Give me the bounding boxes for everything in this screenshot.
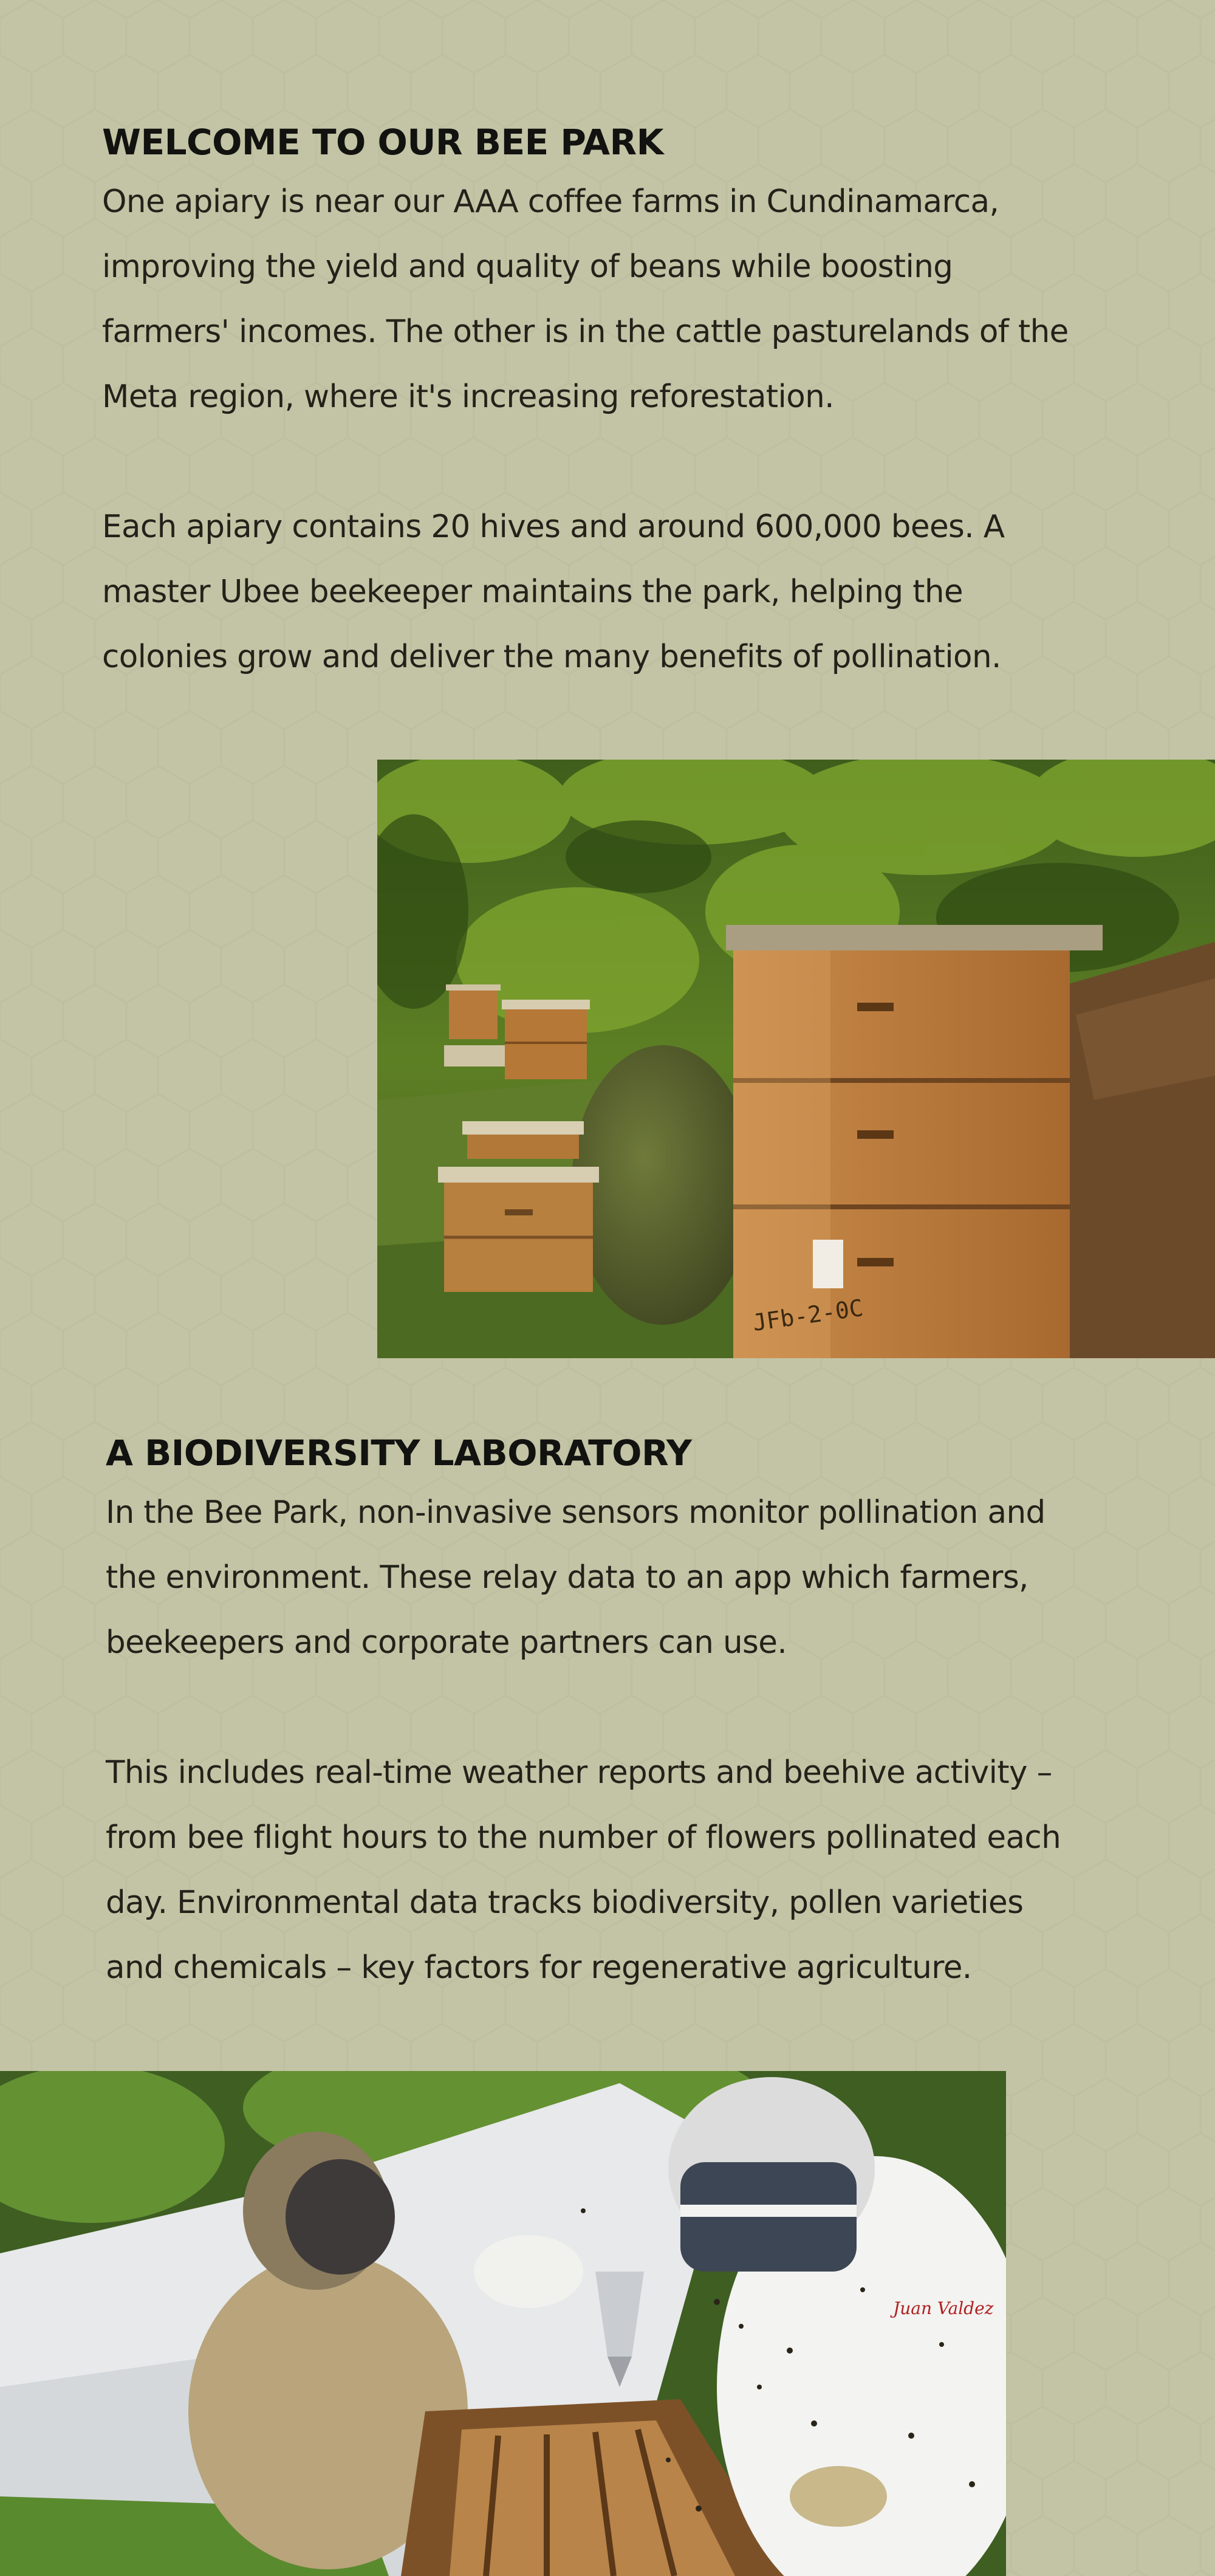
text-line: beekeepers and corporate partners can use. bbox=[106, 1624, 787, 1661]
text-line: Each apiary contains 20 hives and around 600,000 bees. A bbox=[102, 509, 1005, 545]
biodiversity-paragraph-1 bbox=[106, 1480, 1138, 1675]
text-line: One apiary is near our AAA coffee farms in Cundinamarca, bbox=[102, 184, 999, 220]
text-line: day. Environmental data tracks biodiversity, pollen varieties bbox=[106, 1884, 1024, 1921]
biodiversity-paragraph-2 bbox=[106, 1740, 1138, 2001]
welcome-heading: WELCOME TO OUR BEE PARK bbox=[102, 122, 664, 163]
text-line: Meta region, where it's increasing reforestation. bbox=[102, 379, 834, 415]
biodiversity-section bbox=[106, 1429, 1138, 2001]
suit-logo: Juan Valdez bbox=[893, 2298, 994, 2318]
text-line: improving the yield and quality of beans while boosting bbox=[102, 249, 953, 285]
hive-label: JFb-2-0C bbox=[751, 1294, 865, 1336]
text-line: farmers' incomes. The other is in the cattle pasturelands of the bbox=[102, 314, 1069, 350]
text-line: In the Bee Park, non-invasive sensors monitor pollination and bbox=[106, 1494, 1046, 1531]
text-line: This includes real-time weather reports and beehive activity – bbox=[106, 1754, 1052, 1791]
welcome-paragraph-1 bbox=[102, 170, 1135, 430]
biodiversity-heading: A BIODIVERSITY LABORATORY bbox=[106, 1432, 692, 1474]
beehives-illustration bbox=[377, 760, 1215, 1358]
text-line: and chemicals – key factors for regenerative agriculture. bbox=[106, 1949, 972, 1986]
text-line: master Ubee beekeeper maintains the park, helping the bbox=[102, 574, 963, 610]
text-line: colonies grow and deliver the many benefits of pollination. bbox=[102, 639, 1001, 675]
welcome-paragraph-2 bbox=[102, 495, 1135, 690]
welcome-section bbox=[102, 118, 1135, 690]
text-line: from bee flight hours to the number of flowers pollinated each bbox=[106, 1819, 1061, 1856]
beekeepers-illustration bbox=[0, 2071, 1006, 2576]
beehives-photo bbox=[377, 760, 1215, 1358]
beekeepers-photo bbox=[0, 2071, 1006, 2576]
text-line: the environment. These relay data to an app which farmers, bbox=[106, 1559, 1028, 1596]
